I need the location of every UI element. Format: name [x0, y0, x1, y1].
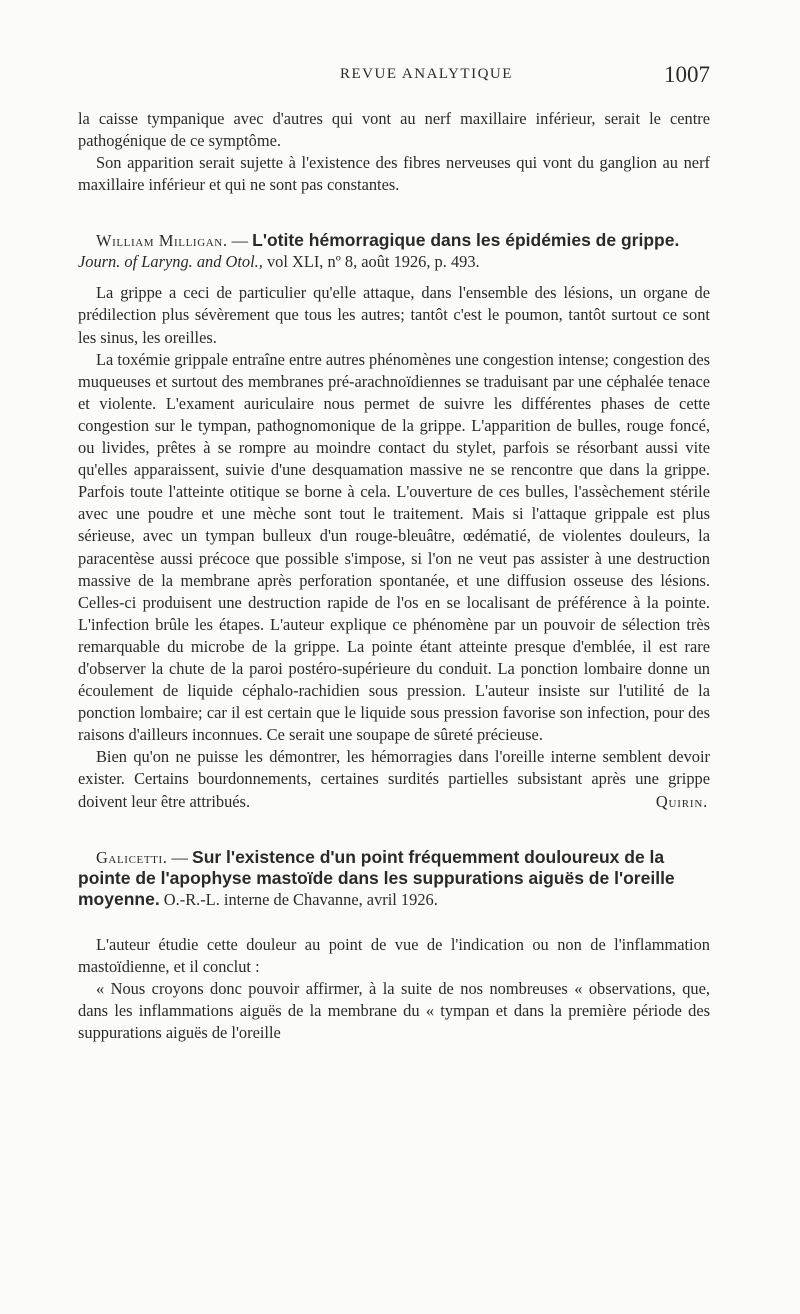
entry1-dash: — [227, 231, 253, 251]
entry2-author: Galicetti. [96, 847, 168, 867]
entry2-dash: — [167, 847, 193, 867]
entry1-paragraph-1: La grippe a ceci de particulier qu'elle attaque, dans l'ensemble des lésions, un organe de prédilection plus sévèrement que tous les autres; tantôt c'est le poumon, tantôt surtout ce sont les sinus, les oreilles. [78, 283, 710, 347]
page-body [78, 108, 710, 1044]
entry2-paragraph-2: « Nous croyons donc pouvoir affirmer, à la suite de nos nombreuses « observations, que, dans les inflammations aiguës de la membrane du « tympan et dans la première période des suppurations aiguës de l'oreille [78, 978, 710, 1043]
entry1-reference: vol XLI, nº 8, août 1926, p. 493. [262, 252, 480, 272]
entry1-author: William Milligan. [96, 231, 228, 251]
page-number: 1007 [664, 62, 710, 87]
intro-paragraph-1: la caisse tympanique avec d'autres qui vont au nerf maxillaire inférieur, serait le centre pathogénique de ce symptôme. [78, 109, 710, 151]
entry1-paragraph-2: La toxémie grippale entraîne entre autres phénomènes une congestion intense; congestion des muqueuses et surtout des membranes pré-arachnoïdiennes se traduisant par une céphalée tenace et violente. L'exament auriculaire nous permet de suivre les différentes phases de cette congestion sur le tympan, pathognomonique de la grippe. L'apparition de bulles, rouge foncé, ou livides, prêtes à se rompre au moindre contact du stylet, parfois se résorbant aussi vite qu'elles apparaissent, suivie d'une desquamation massive ne se rencontre que dans la grippe. Parfois toute l'atteinte otitique se borne à cela. L'ouverture de ces bulles, l'assèchement stérile avec une poudre et une mèche sont tout le traitement. Mais si l'attaque grippale est plus sérieuse, avec un tympan bulleux d'un rouge-bleuâtre, œdématié, de violentes douleurs, la paracentèse aussi précoce que possible s'impose, si l'on ne veut pas assister à une destruction massive de la membrane après perforation spontanée, et une diffusion osseuse des lésions. Celles-ci produisent une destruction rapide de l'os en se localisant de préférence à la pointe. L'infection brûle les étapes. L'auteur explique ce phénomène par un pouvoir de sélection très remarquable du microbe de la grippe. La pointe étant atteinte presque d'emblée, il est rare d'observer la chute de la paroi postéro-supérieure du conduit. La ponction lombaire donne un écoulement de liquide céphalo-rachidien sous pression. L'auteur insiste sur l'utilité de la ponction lombaire; car il est certain que le liquide sous pression favorise son infection, pour des raisons d'ailleurs inconnues. Ce serait une soupape de sûreté précieuse. [78, 349, 710, 745]
entry2-heading [78, 847, 710, 910]
entry1-heading [78, 230, 710, 272]
entry1-title: L'otite hémorragique dans les épidémies de grippe. [252, 230, 680, 251]
running-title: REVUE ANALYTIQUE [340, 66, 513, 82]
entry1-journal: Journ. of Laryng. and Otol., [78, 252, 263, 272]
entry2-paragraph-1: L'auteur étudie cette douleur au point de vue de l'indication ou non de l'inflammation mastoïdienne, et il conclut : [78, 934, 710, 976]
entry1-paragraph-3: Bien qu'on ne puisse les démontrer, les hémorragies dans l'oreille interne semblent devoir exister. Certains bourdonnements, certaines surdités partielles subsistant après une grippe doivent leur être attribués. [78, 747, 710, 811]
intro-paragraph-2: Son apparition serait sujette à l'existence des fibres nerveuses qui vont du ganglion au nerf maxillaire inférieur et qui ne sont pas constantes. [78, 153, 710, 195]
entry2-reference: O.-R.-L. interne de Chavanne, avril 1926. [159, 889, 438, 909]
running-head [0, 62, 800, 92]
entry1-signature: Quirin. [655, 791, 708, 811]
entry2-title: Sur l'existence d'un point fréquemment douloureux de la pointe de l'apophyse mastoïde dans les suppurations aiguës de l'oreille moyenne. [78, 846, 675, 909]
